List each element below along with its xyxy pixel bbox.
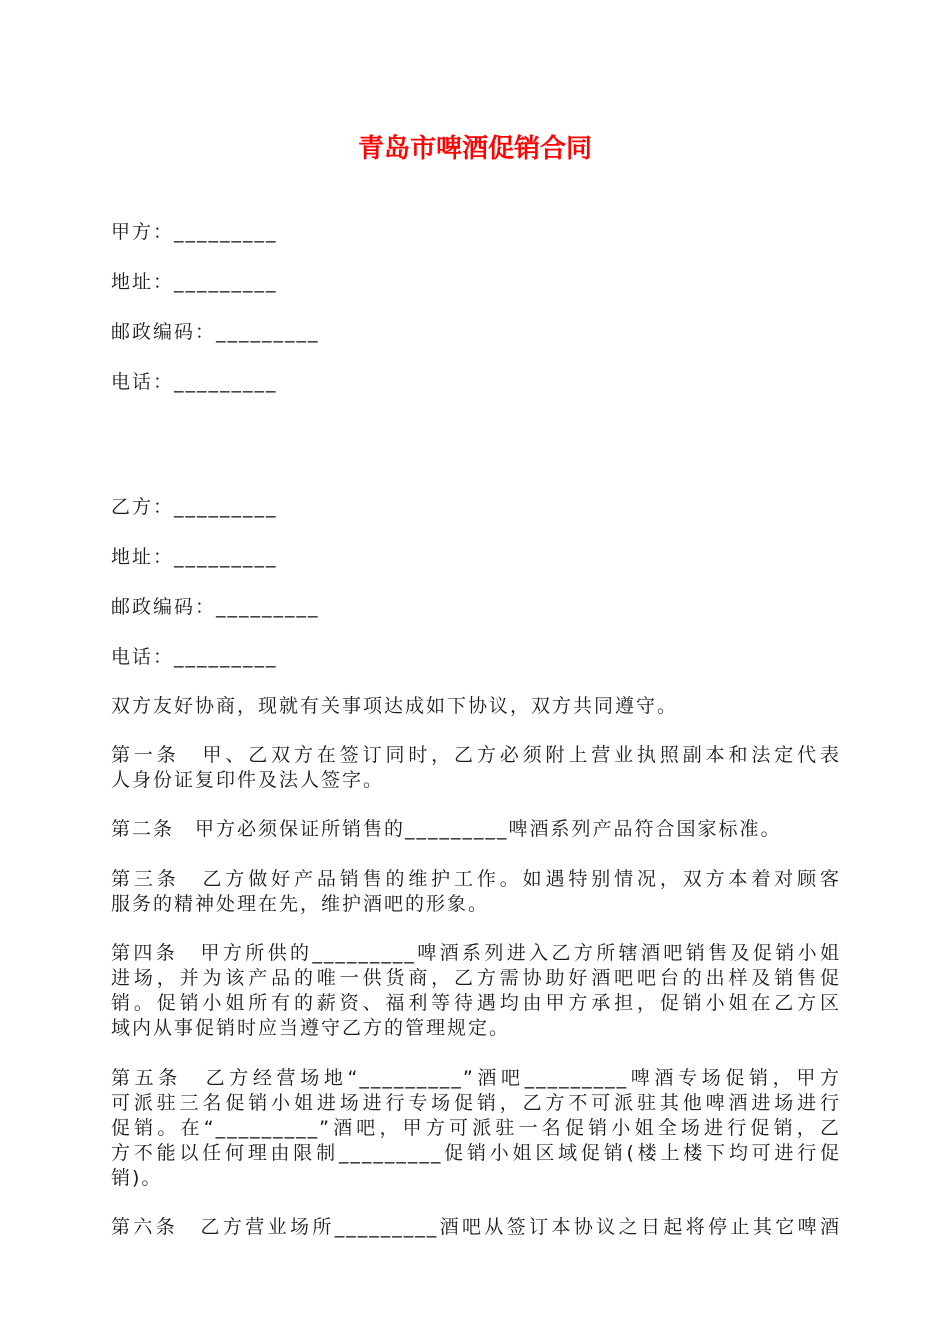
article-2 xyxy=(111,817,841,842)
article-3-line: 第三条 乙方做好产品销售的维护工作。如遇特别情况，双方本着对顾客 xyxy=(111,868,841,890)
article-4-line: 销。促销小姐所有的薪资、福利等待遇均由甲方承担，促销小姐在乙方区 xyxy=(111,992,841,1014)
article-1 xyxy=(111,743,841,793)
article-5-line: 可派驻三名促销小姐进场进行专场促销，乙方不可派驻其他啤酒进场进行 xyxy=(111,1092,841,1114)
article-4-line: 域内从事促销时应当遵守乙方的管理规定。 xyxy=(111,1017,511,1039)
article-1-line: 人身份证复印件及法人签字。 xyxy=(111,769,385,791)
document-title: 青岛市啤酒促销合同 xyxy=(357,134,592,164)
article-2-line: 第二条 甲方必须保证所销售的_________啤酒系列产品符合国家标准。 xyxy=(111,818,782,840)
party-a-address: 地址：_________ xyxy=(111,271,278,293)
party-b-address: 地址：_________ xyxy=(111,546,278,568)
agreement-intro: 双方友好协商，现就有关事项达成如下协议，双方共同遵守。 xyxy=(111,695,679,717)
party-b-phone: 电话：_________ xyxy=(111,646,278,668)
article-5-line: 方不能以任何理由限制_________促销小姐区域促销(楼上楼下均可进行促 xyxy=(111,1142,841,1164)
article-6 xyxy=(111,1215,841,1240)
article-4-line: 第四条 甲方所供的_________啤酒系列进入乙方所辖酒吧销售及促销小姐 xyxy=(111,942,841,964)
article-5 xyxy=(111,1066,841,1191)
party-a-phone: 电话：_________ xyxy=(111,371,278,393)
article-5-line: 促销。在“_________”酒吧，甲方可派驻一名促销小姐全场进行促销，乙 xyxy=(111,1117,841,1139)
article-5-line: 销)。 xyxy=(111,1167,163,1189)
article-4-line: 进场，并为该产品的唯一供货商，乙方需协助好酒吧吧台的出样及销售促 xyxy=(111,967,841,989)
article-4 xyxy=(111,941,841,1041)
article-1-line: 第一条 甲、乙双方在签订同时，乙方必须附上营业执照副本和法定代表 xyxy=(111,744,841,766)
article-3 xyxy=(111,867,841,917)
party-a-postcode: 邮政编码：_________ xyxy=(111,321,320,343)
party-a-name: 甲方：_________ xyxy=(111,221,278,243)
party-b-postcode: 邮政编码：_________ xyxy=(111,596,320,618)
party-b-name: 乙方：_________ xyxy=(111,496,278,518)
article-3-line: 服务的精神处理在先，维护酒吧的形象。 xyxy=(111,893,490,915)
article-5-line: 第五条 乙方经营场地“_________”酒吧_________啤酒专场促销，甲方 xyxy=(111,1067,841,1089)
article-6-line: 第六条 乙方营业场所_________酒吧从签订本协议之日起将停止其它啤酒 xyxy=(111,1216,841,1238)
